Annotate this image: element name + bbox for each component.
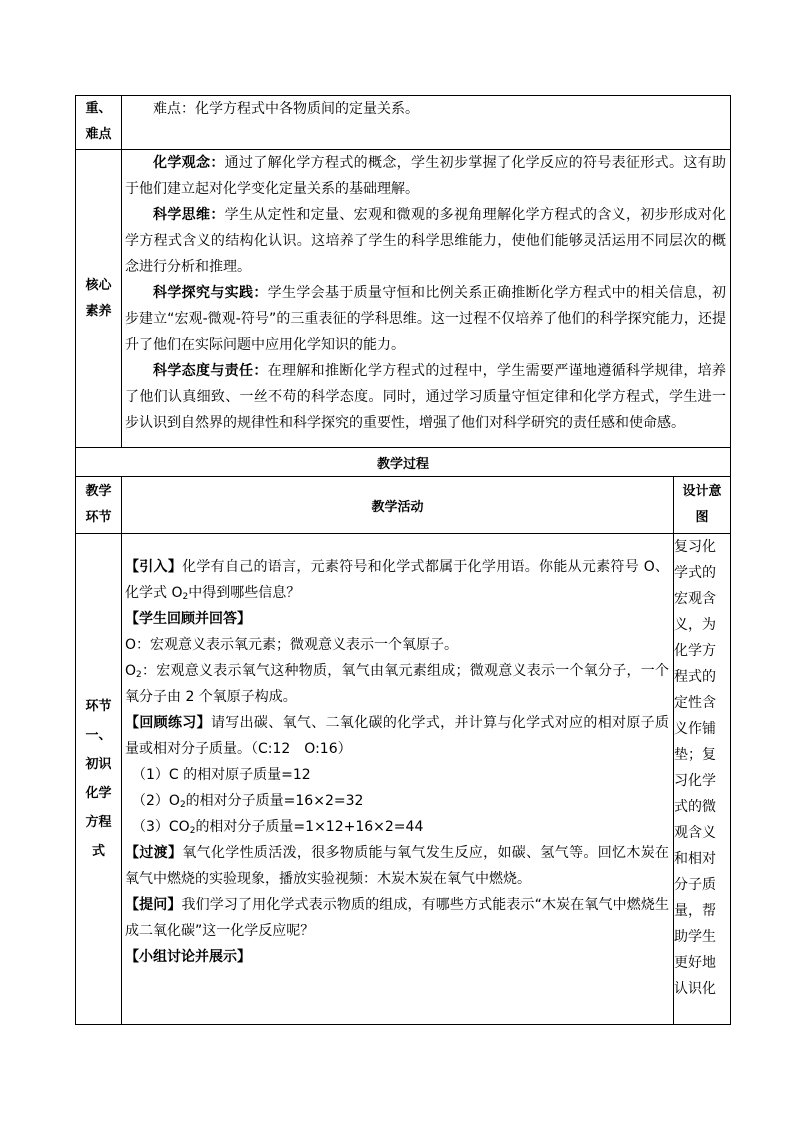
design-line: 程式的 xyxy=(674,669,716,685)
core-paragraph xyxy=(122,358,730,436)
design-line: 学式的 xyxy=(674,565,716,581)
activity-line-group: 【小组讨论并展示】 xyxy=(125,949,251,965)
design-line: 量，帮 xyxy=(674,903,716,919)
core-paragraph xyxy=(122,202,730,280)
design-line: 和相对 xyxy=(674,851,716,867)
design-header-line: 设计意 xyxy=(682,484,722,499)
activity-line-question xyxy=(122,892,673,944)
difficulty-label-line: 难点 xyxy=(85,127,112,142)
core-paragraph-text: 学生从定性和定量、宏观和微观的多视角理解化学方程式的含义，初步形成对化学方程式含义的结构化认识。这培养了学生的科学思维能力，使他们能够灵活运用不同层次的概念进行分析和推理。 xyxy=(125,207,727,275)
core-paragraph-head: 科学探究与实践： xyxy=(153,285,268,301)
design-line: 观含义 xyxy=(674,825,716,841)
activity-tag: 【回顾练习】 xyxy=(125,715,211,731)
activity-text: 的相对分子质量=16×2=32 xyxy=(185,793,364,809)
activity-text: （2）O xyxy=(132,793,180,809)
stage1-design xyxy=(674,534,731,1025)
activity-text: O xyxy=(125,663,137,679)
activity-tag: 【提问】 xyxy=(125,897,182,913)
design-line: 垫；复 xyxy=(674,747,716,763)
design-line: 分子质 xyxy=(674,877,716,893)
design-line: 化学方 xyxy=(674,643,716,659)
stage1-label-line: 环节 xyxy=(85,699,112,714)
difficulty-row xyxy=(76,96,731,150)
subscript: 2 xyxy=(182,592,189,602)
activity-line-intro xyxy=(122,554,673,606)
stage-header xyxy=(76,477,122,534)
lesson-plan-table xyxy=(75,95,731,1025)
process-title: 教学过程 xyxy=(76,448,731,477)
design-line: 宏观含 xyxy=(674,591,716,607)
core-paragraph-text: 在理解和推断化学方程式的过程中，学生需要严谨地遵循科学规律，培养了他们认真细致、一丝不苟的科学态度。同时，通过学习质量守恒定律和化学方程式，学生进一步认识到自然界的规律性和科学探究的重要性，增强了他们对科学研究的责任感和使命感。 xyxy=(125,363,727,431)
core-paragraph-head: 化学观念： xyxy=(153,155,225,171)
stage1-label xyxy=(76,534,122,1025)
design-line: 复习化 xyxy=(674,539,716,555)
stage1-activity xyxy=(122,534,674,1025)
design-line: 义作铺 xyxy=(674,721,716,737)
activity-line-student: 【学生回顾并回答】 xyxy=(125,611,251,627)
stage1-label-line: 方程 xyxy=(85,815,112,830)
stage-header-line: 环节 xyxy=(85,510,112,525)
stage1-label-line: 式 xyxy=(91,844,105,859)
activity-text: 氧气化学性质活泼，很多物质能与氧气发生反应，如碳、氢气等。回忆木炭在氧气中燃烧的实验现象，播放实验视频：木炭木炭在氧气中燃烧。 xyxy=(125,845,670,887)
activity-text: 化学有自己的语言，元素符号和化学式都属于化学用语。你能从元素符号 O、化学式 O xyxy=(125,559,669,601)
stage1-label-line: 初识 xyxy=(85,757,112,772)
core-paragraph xyxy=(122,280,730,358)
design-line: 习化学 xyxy=(674,773,716,789)
header-row xyxy=(76,477,731,534)
core-literacy-row xyxy=(76,150,731,448)
activity-line-calc2 xyxy=(122,788,673,814)
activity-tag: 【过渡】 xyxy=(125,845,183,861)
activity-line-o: O：宏观意义表示氧元素；微观意义表示一个氧原子。 xyxy=(125,637,459,653)
activity-line-calc1: （1）C 的相对原子质量=12 xyxy=(132,767,311,783)
stage1-label-line: 一、 xyxy=(85,728,112,743)
core-paragraph-text: 学生学会基于质量守恒和比例关系正确推断化学方程式中的相关信息，初步建立“宏观-微观-符号”的三重表征的学科思维。这一过程不仅培养了他们的科学探究能力，还提升了他们在实际问题中应用化学知识的能力。 xyxy=(125,285,727,353)
design-line: 式的微 xyxy=(674,799,716,815)
core-content xyxy=(122,150,731,448)
stage1-label-line: 化学 xyxy=(85,786,112,801)
activity-line-review xyxy=(122,710,673,762)
difficulty-text: 难点：化学方程式中各物质间的定量关系。 xyxy=(153,101,419,117)
activity-line-calc3 xyxy=(122,814,673,840)
core-paragraph-text: 通过了解化学方程式的概念，学生初步掌握了化学反应的符号表征形式。这有助于他们建立起对化学变化定量关系的基础理解。 xyxy=(125,155,727,197)
core-paragraph-head: 科学态度与责任： xyxy=(153,363,268,379)
activity-text: 请写出碳、氧气、二氧化碳的化学式，并计算与化学式对应的相对原子质量或相对分子质量。（C:12 O:16） xyxy=(125,715,670,757)
difficulty-label-line: 重、 xyxy=(85,101,112,116)
subscript: 2 xyxy=(189,826,196,836)
stage1-row xyxy=(76,534,731,1025)
activity-tag: 【引入】 xyxy=(125,559,183,575)
activity-text: 的相对分子质量=1×12+16×2=44 xyxy=(195,819,424,835)
process-title-row xyxy=(76,448,731,477)
activity-line-transition xyxy=(122,840,673,892)
stage-header-line: 教学 xyxy=(85,484,112,499)
design-header xyxy=(674,477,731,534)
difficulty-label xyxy=(76,96,122,150)
difficulty-content xyxy=(122,96,731,150)
design-header-line: 图 xyxy=(695,510,709,525)
design-line: 更好地 xyxy=(674,955,716,971)
core-paragraph xyxy=(122,150,730,202)
core-label xyxy=(76,150,122,448)
design-line: 定性含 xyxy=(674,695,716,711)
core-label-line: 核心 xyxy=(85,277,112,293)
activity-header: 教学活动 xyxy=(122,477,674,534)
activity-text: ：宏观意义表示氧气这种物质，氧气由氧元素组成；微观意义表示一个氧分子，一个氧分子由 2 个氧原子构成。 xyxy=(125,663,669,705)
core-label-line: 素养 xyxy=(85,303,112,319)
activity-text: （3）CO xyxy=(132,819,190,835)
core-paragraph-head: 科学思维： xyxy=(153,207,225,223)
design-line: 助学生 xyxy=(674,929,716,945)
subscript: 2 xyxy=(136,670,142,680)
activity-text: 我们学习了用化学式表示物质的组成，有哪些方式能表示“木炭在氧气中燃烧生成二氧化碳”这一化学反应呢？ xyxy=(125,897,669,939)
design-line: 义，为 xyxy=(674,617,716,633)
activity-line-o2 xyxy=(122,658,673,710)
activity-text: 中得到哪些信息？ xyxy=(188,585,301,601)
design-line: 认识化 xyxy=(674,981,716,997)
subscript: 2 xyxy=(179,800,186,810)
